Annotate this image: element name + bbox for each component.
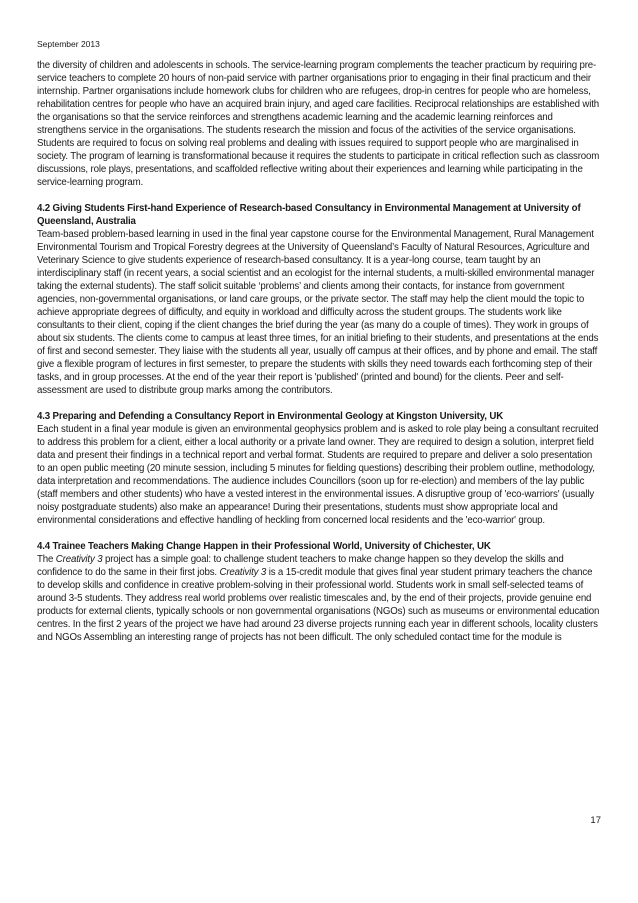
section-heading: 4.3 Preparing and Defending a Consultancy Report in Environmental Geology at Kingston University, UK <box>37 411 504 422</box>
project-name: Creativity 3 <box>55 554 103 565</box>
section-body: Each student in a final year module is given an environmental geophysics problem and is asked to role play being a consultant recruited to address this problem for a client, either a local authority or a private land owner. They are required to design a solution, interpret field data and present their findings in a technical report and verbal format. Students are required to prepare and deliver a solo presentation to an open public meeting (20 minute session, including 5 minutes for fielding questions) describing their problem outline, methodology, data interpretation and recommendations. The audience includes Councillors (soon up for re-election) and members of the lay public (staff members and other students) who have a vested interest in the environmental issues. A disruptive group of 'eco-warriors' (usually noisy postgraduate students) also make an appearance! During their presentations, students must show appropriate local and environmental considerations and effective handling of heckling from concerned local residents and the 'eco-warrior' group. <box>37 424 599 526</box>
project-name: Creativity 3 <box>219 567 267 578</box>
intro-paragraph: the diversity of children and adolescents in schools. The service-learning program complements the teacher practicum by requiring pre-service teachers to complete 20 hours of non-paid service with partner organisations prior to engaging in their final practicum and their internship. Partner organisations include homework clubs for children who are refugees, drop-in centres for people who are homeless, rehabilitation centres for people who have an acquired brain injury, and aged care facilities. Reciprocal relationships are established with the organisations so that the service reinforces and strengthens academic learning and the academic learning reinforces and strengthens service in the organisations. The students research the mission and focus of the activities of the service organisations. Students are required to focus on solving real problems and dealing with issues required to support people who are marginalised in society. The program of learning is transformational because it requires the students to participate in critical reflection such as classroom discussions, role plays, presentations, and scaffolded reflective writing about their experiences and learning while participating in the service-learning program. <box>37 60 600 188</box>
section-4-4 <box>37 540 601 644</box>
section-4-3 <box>37 410 601 527</box>
document-page <box>37 38 601 644</box>
body-text: The <box>37 554 56 565</box>
section-heading: 4.2 Giving Students First-hand Experience of Research-based Consultancy in Environmental Management at University of Queensland, Australia <box>37 203 581 227</box>
page-number: 17 <box>590 815 601 826</box>
header-date: September 2013 <box>37 39 100 49</box>
body-text: is a 15-credit module that gives final year student primary teachers the chance to develop skills and confidence in creative problem-solving in their professional world. Students work in small self-selected teams of around 3-5 students. They address real world problems over realistic timescales and, by the end of their projects, provide genuine end products for external clients, typically schools or non governmental organisations (NGOs) such as museums or environmental education centres. In the first 2 years of the project we have had around 23 diverse projects running each year in different schools, locality clusters and NGOs Assembling an interesting range of projects has not been difficult. The only scheduled contact time for the module is <box>37 567 600 643</box>
section-body <box>37 553 601 644</box>
section-heading: 4.4 Trainee Teachers Making Change Happen in their Professional World, University of Chichester, UK <box>37 541 491 552</box>
body-text: project has a simple goal: to challenge student teachers to make change happen so they develop the skills and confidence to do the same in their first jobs. <box>37 554 564 578</box>
section-4-2 <box>37 202 601 397</box>
section-body: Team-based problem-based learning in used in the final year capstone course for the Environmental Management, Rural Management Environmental Tourism and Tropical Forestry degrees at the University of Queensland’s Faculty of Natural Resources, Agriculture and Veterinary Science to give students experience of research-based consultancy. It is a year-long course, team taught by an interdisciplinary staff (in recent years, a social scientist and an ecologist for the internal students, a multi-skilled environmental manager taking the external students). The staff solicit suitable ‘problems’ and clients among their contacts, for instance from government agencies, non-governmental organisations, or land care groups, or the private sector. The staff may help the client mould the topic to achieve appropriate degrees of difficulty, and equity in workload and difficulty across the student groups. The students work like consultants to their client, coping if the client changes the brief during the year (as many do a couple of times). They work in groups of about six students. The clients come to campus at least three times, for an initial briefing to their students, and presentations at the ends of first and second semester. They liaise with the students all year, usually off campus at their offices, and by phone and email. The staff give a flexible program of lectures in first semester, to prepare the students with skills they need towards each forthcoming step of their tasks, and in group processes. At the end of the year their report is 'published' (printed and bound) for the clients. Peer and self-assessment are used to distribute group marks among the contributors. <box>37 229 599 396</box>
